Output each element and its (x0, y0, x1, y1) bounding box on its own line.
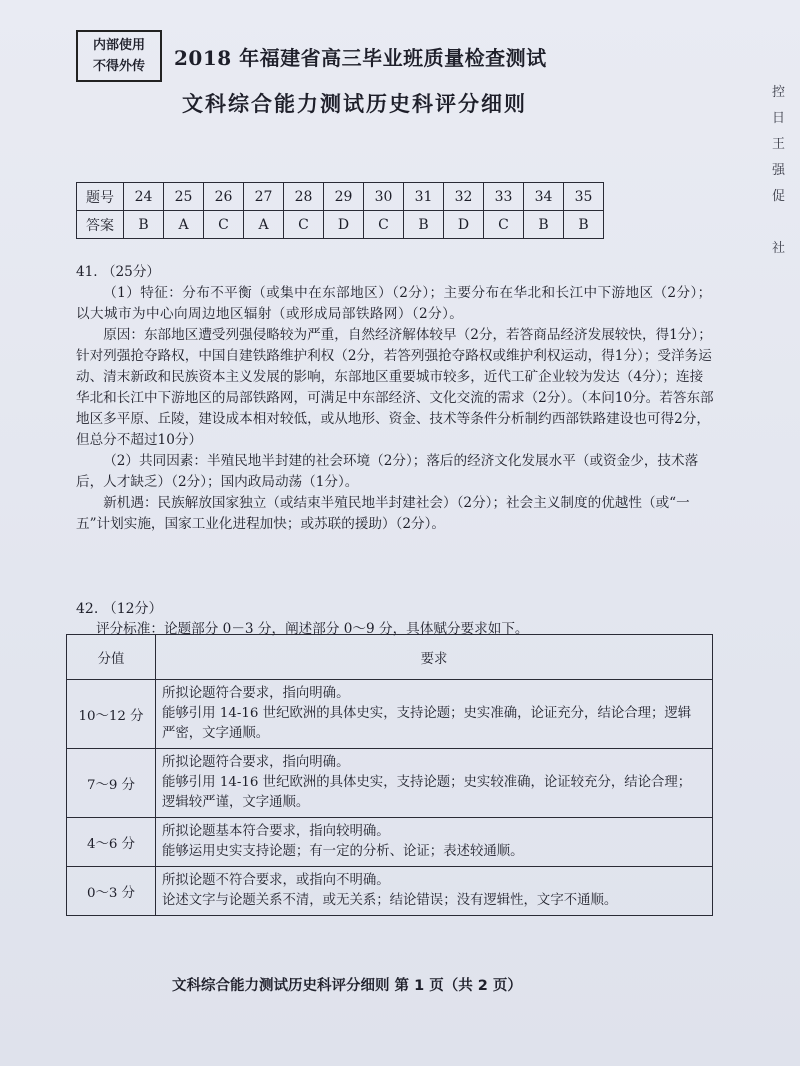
question-42-header: 42. （12分） (76, 601, 163, 617)
question-number: 24 (124, 183, 164, 211)
q42-rubric-table (66, 634, 713, 916)
question-number: 29 (324, 183, 364, 211)
question-41-header: 41. （25分） (76, 264, 161, 280)
rubric-score: 4～6 分 (67, 818, 156, 867)
q41-part2-common-factors: （2）共同因素：半殖民地半封建的社会环境（2分）；落后的经济文化发展水平（或资金少，技术落后，人才缺乏）（2分）；国内政局动荡（1分）。 (76, 453, 699, 490)
edge-char: 日 (772, 111, 786, 126)
edge-char: 促 (772, 189, 786, 204)
question-number: 31 (404, 183, 444, 211)
answer-cell: A (244, 211, 284, 239)
exam-title: 2018 年福建省高三毕业班质量检查测试 (174, 46, 547, 70)
requirement-line: 所拟论题符合要求，指向明确。 (162, 755, 350, 770)
requirement-line: 所拟论题基本符合要求，指向较明确。 (162, 824, 390, 839)
answer-cell: B (524, 211, 564, 239)
page-footer: 文科综合能力测试历史科评分细则 第 1 页（共 2 页） (172, 978, 522, 994)
q41-part1-features: （1）特征：分布不平衡（或集中在东部地区）（2分）；主要分布在华北和长江中下游地区（2分）；以大城市为中心向周边地区辐射（或形成局部铁路网）（2分）。 (76, 285, 712, 322)
answer-cell: C (364, 211, 404, 239)
multiple-choice-answer-table (76, 182, 604, 239)
internal-use-stamp (76, 30, 162, 82)
answer-cell: A (164, 211, 204, 239)
rubric-score: 7～9 分 (67, 749, 156, 818)
question-number: 28 (284, 183, 324, 211)
question-number: 27 (244, 183, 284, 211)
rubric-requirement (156, 749, 713, 818)
answer-cell: C (204, 211, 244, 239)
question-number: 33 (484, 183, 524, 211)
answer-cell: B (404, 211, 444, 239)
question-number: 26 (204, 183, 244, 211)
edge-char: 控 (772, 85, 786, 100)
answer-cell: B (564, 211, 604, 239)
rubric-requirement (156, 680, 713, 749)
answer-cell: D (324, 211, 364, 239)
rubric-row (67, 818, 713, 867)
question-number: 32 (444, 183, 484, 211)
requirement-line: 所拟论题不符合要求，或指向不明确。 (162, 873, 390, 888)
edge-char: 王 (772, 137, 786, 152)
requirement-line: 能够引用 14-16 世纪欧洲的具体史实，支持论题；史实准确，论证充分，结论合理；逻辑严密，文字通顺。 (162, 706, 692, 741)
edge-char: 强 (772, 163, 786, 178)
answer-cell: D (444, 211, 484, 239)
rubric-requirement (156, 818, 713, 867)
question-42-scoring-standard: 评分标准：论题部分 0－3 分，阐述部分 0～9 分，具体赋分要求如下。 (96, 621, 529, 637)
answer-cell: C (484, 211, 524, 239)
question-number: 35 (564, 183, 604, 211)
question-number: 25 (164, 183, 204, 211)
question-number-row (77, 183, 604, 211)
rubric-row (67, 680, 713, 749)
rubric-row (67, 749, 713, 818)
rubric-row (67, 867, 713, 916)
requirement-line: 论述文字与论题关系不清，或无关系；结论错误；没有逻辑性，文字不通顺。 (162, 893, 618, 908)
answer-cell: B (124, 211, 164, 239)
edge-char: 社 (772, 241, 786, 256)
requirement-line: 所拟论题符合要求，指向明确。 (162, 686, 350, 701)
stamp-line-1: 内部使用 (92, 38, 145, 53)
rubric-score: 0～3 分 (67, 867, 156, 916)
row-label: 答案 (77, 211, 124, 239)
row-label: 题号 (77, 183, 124, 211)
question-41-section (76, 262, 716, 535)
adjacent-page-edge-text (772, 80, 800, 262)
document-title: 文科综合能力测试历史科评分细则 (182, 92, 527, 116)
answer-row (77, 211, 604, 239)
rubric-header-row (67, 635, 713, 680)
answer-cell: C (284, 211, 324, 239)
rubric-requirement (156, 867, 713, 916)
requirement-column-header: 要求 (156, 635, 713, 680)
q41-part2-new-opportunities: 新机遇：民族解放国家独立（或结束半殖民地半封建社会）（2分）；社会主义制度的优越性（或“一五”计划实施，国家工业化进程加快；或苏联的援助）（2分）。 (76, 495, 690, 532)
question-number: 34 (524, 183, 564, 211)
q41-part1-reasons: 原因：东部地区遭受列强侵略较为严重，自然经济解体较早（2分，若答商品经济发展较快，得1分）；针对列强抢夺路权，中国自建铁路维护利权（2分，若答列强抢夺路权或维护利权运动，得1分）；受洋务运动、清末新政和民族资本主义发展的影响，东部地区重要城市较多，近代工矿企业较为发达（4分）；连接华北和长江中下游地区的局部铁路网，可满足中东部经济、文化交流的需求（2分）。（本问10分。若答东部地区多平原、丘陵，建设成本相对较低，或从地形、资金、技术等条件分析制约西部铁路建设也可得2分，但总分不超过10分） (76, 327, 714, 448)
score-column-header: 分值 (67, 635, 156, 680)
requirement-line: 能够引用 14-16 世纪欧洲的具体史实，支持论题；史实较准确，论证较充分，结论合理；逻辑较严谨，文字通顺。 (162, 775, 692, 810)
stamp-line-2: 不得外传 (92, 59, 145, 74)
requirement-line: 能够运用史实支持论题；有一定的分析、论证；表述较通顺。 (162, 844, 524, 859)
question-number: 30 (364, 183, 404, 211)
rubric-score: 10～12 分 (67, 680, 156, 749)
